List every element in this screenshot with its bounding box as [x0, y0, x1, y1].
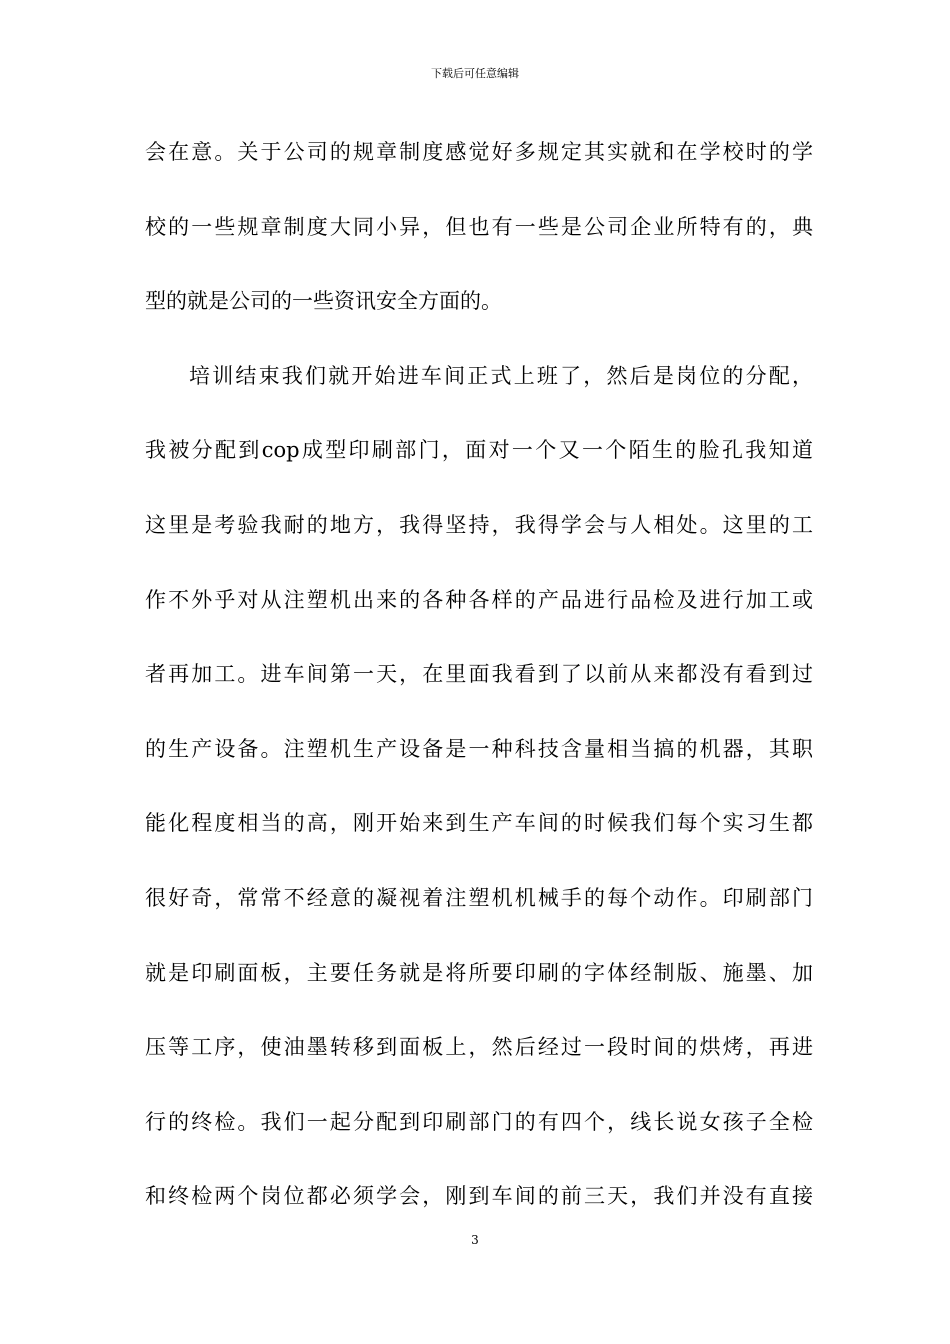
text-line: 压等工序，使油墨转移到面板上，然后经过一段时间的烘烤，再进: [145, 1035, 813, 1060]
text-line: 作不外乎对从注塑机出来的各种各样的产品进行品检及进行加工或: [145, 587, 813, 612]
text-line: 行的终检。我们一起分配到印刷部门的有四个，线长说女孩子全检: [145, 1109, 813, 1134]
text-line: 的生产设备。注塑机生产设备是一种科技含量相当搞的机器，其职: [145, 736, 813, 761]
text-line: 我被分配到cop成型印刷部门，面对一个又一个陌生的脸孔我知道: [145, 438, 813, 463]
text-line: 会在意。关于公司的规章制度感觉好多规定其实就和在学校时的学: [145, 140, 813, 164]
text-line: 这里是考验我耐的地方，我得坚持，我得学会与人相处。这里的工: [145, 512, 813, 537]
text-line: 很好奇，常常不经意的凝视着注塑机机械手的每个动作。印刷部门: [145, 885, 813, 910]
text-line: 就是印刷面板，主要任务就是将所要印刷的字体经制版、施墨、加: [145, 960, 813, 985]
text-line: 型的就是公司的一些资讯安全方面的。: [145, 289, 502, 314]
text-line: 校的一些规章制度大同小异，但也有一些是公司企业所特有的，典: [145, 214, 813, 239]
page-header: 下载后可任意编辑: [431, 67, 519, 80]
page-number: 3: [471, 1233, 479, 1247]
text-line: 能化程度相当的高，刚开始来到生产车间的时候我们每个实习生都: [145, 811, 813, 836]
text-line: 和终检两个岗位都必须学会，刚到车间的前三天，我们并没有直接: [145, 1184, 813, 1209]
text-line-indented: 培训结束我们就开始进车间正式上班了，然后是岗位的分配，: [189, 363, 813, 388]
document-body: [145, 129, 813, 1248]
text-line: 者再加工。进车间第一天，在里面我看到了以前从来都没有看到过: [145, 662, 813, 687]
